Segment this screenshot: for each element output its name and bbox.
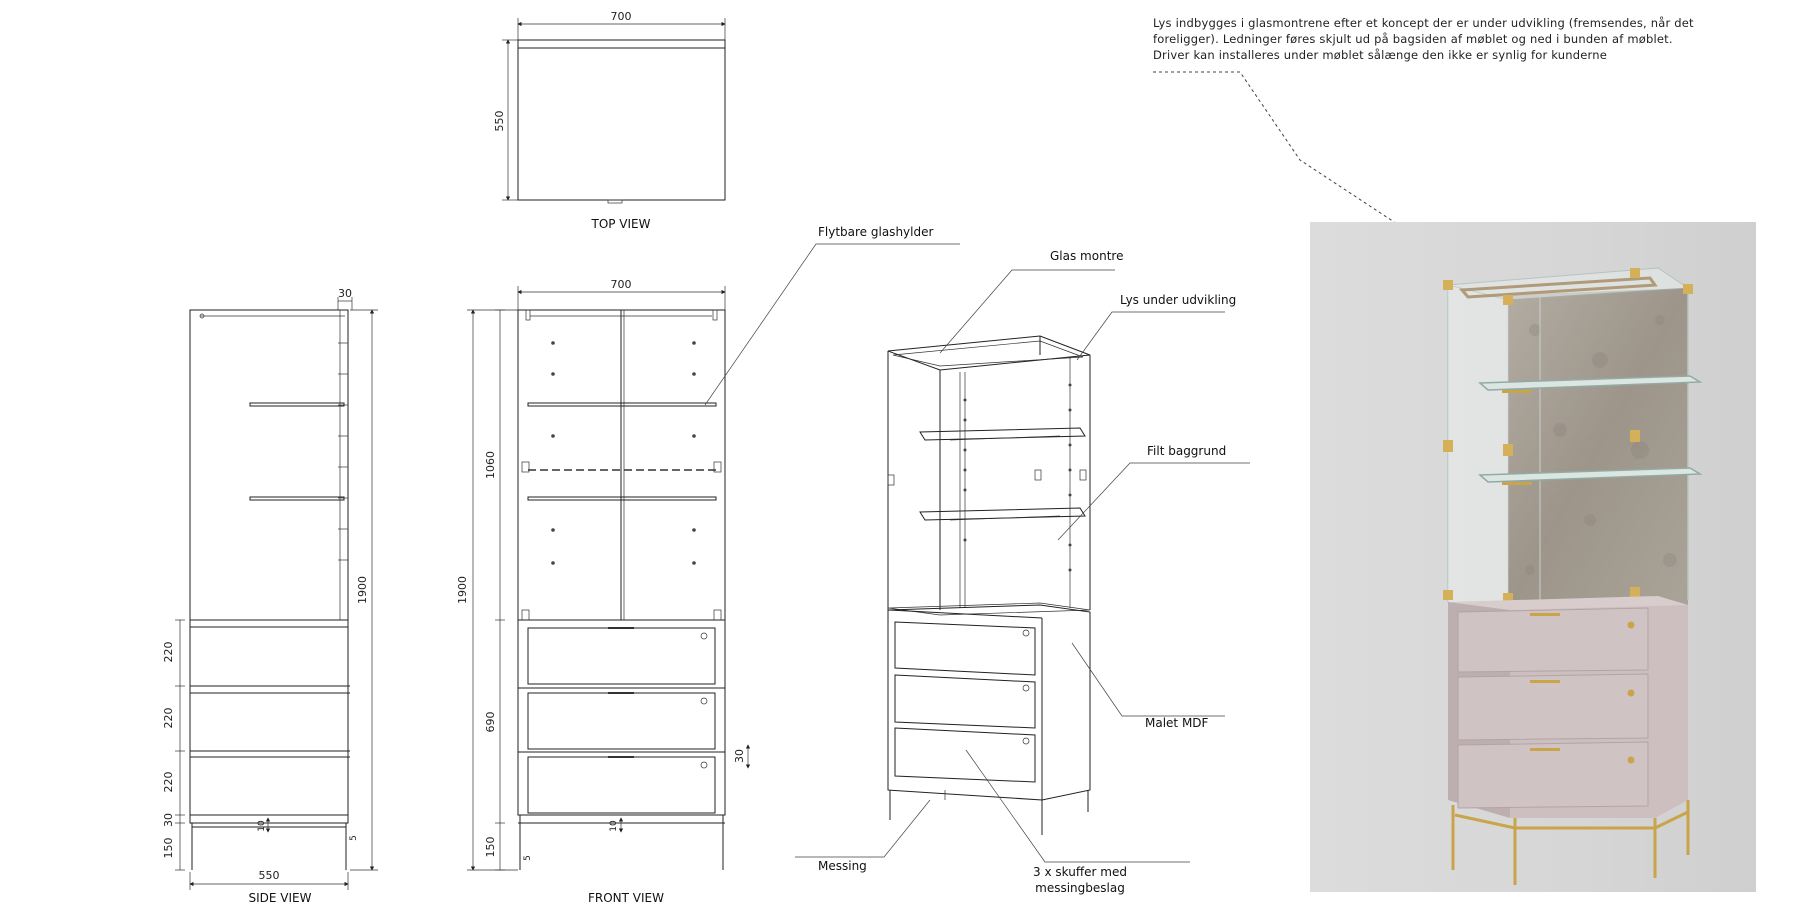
dim-side-30: 30 bbox=[338, 287, 352, 300]
callout-shelves: Flytbare glashylder bbox=[818, 225, 934, 239]
dim-side-1900: 1900 bbox=[356, 576, 369, 604]
callout-glass: Glas montre bbox=[1050, 249, 1124, 263]
dim-front-690: 690 bbox=[484, 711, 497, 733]
isometric-view bbox=[888, 336, 1090, 835]
dim-side-220-c: 220 bbox=[162, 771, 175, 793]
dim-front-700: 700 bbox=[610, 278, 632, 291]
dim-side-5: 5 bbox=[349, 835, 359, 841]
front-view bbox=[456, 278, 748, 905]
note-line-1: Lys indbygges i glasmontrene efter et koncept der er under udvikling (fremsendes, når det bbox=[1153, 16, 1694, 30]
callout-drawers-line2: messingbeslag bbox=[1035, 881, 1125, 895]
dim-side-10: 10 bbox=[257, 820, 267, 832]
dim-side-30-base: 30 bbox=[162, 813, 175, 827]
side-view bbox=[162, 287, 378, 905]
dim-top-width: 700 bbox=[610, 10, 632, 23]
callout-light: Lys under udvikling bbox=[1120, 293, 1237, 307]
dim-front-1060: 1060 bbox=[484, 451, 497, 479]
dim-top-depth: 550 bbox=[493, 110, 506, 132]
lighting-note bbox=[1153, 16, 1694, 62]
note-line-2: foreligger). Ledninger føres skjult ud på bagsiden af møblet og ned i bunden af møblet. bbox=[1153, 32, 1673, 46]
callout-felt: Filt baggrund bbox=[1147, 444, 1227, 458]
dim-front-1900: 1900 bbox=[456, 576, 469, 604]
dim-side-550: 550 bbox=[258, 869, 280, 882]
dim-side-220-a: 220 bbox=[162, 641, 175, 663]
side-view-title: SIDE VIEW bbox=[248, 891, 312, 905]
dim-front-150: 150 bbox=[484, 836, 497, 858]
dim-front-5: 5 bbox=[523, 855, 533, 861]
dim-side-220-b: 220 bbox=[162, 707, 175, 729]
dim-front-10: 10 bbox=[609, 820, 619, 832]
callout-drawers-line1: 3 x skuffer med bbox=[1033, 865, 1127, 879]
dim-front-30: 30 bbox=[733, 749, 746, 763]
top-view bbox=[493, 10, 725, 231]
note-line-3: Driver kan installeres under møblet sålænge den ikke er synlig for kunderne bbox=[1153, 48, 1607, 62]
callout-brass: Messing bbox=[818, 859, 867, 873]
product-render bbox=[1310, 222, 1756, 892]
front-view-title: FRONT VIEW bbox=[587, 891, 665, 905]
callout-mdf: Malet MDF bbox=[1145, 716, 1209, 730]
top-view-title: TOP VIEW bbox=[591, 217, 651, 231]
dim-side-150: 150 bbox=[162, 837, 175, 859]
